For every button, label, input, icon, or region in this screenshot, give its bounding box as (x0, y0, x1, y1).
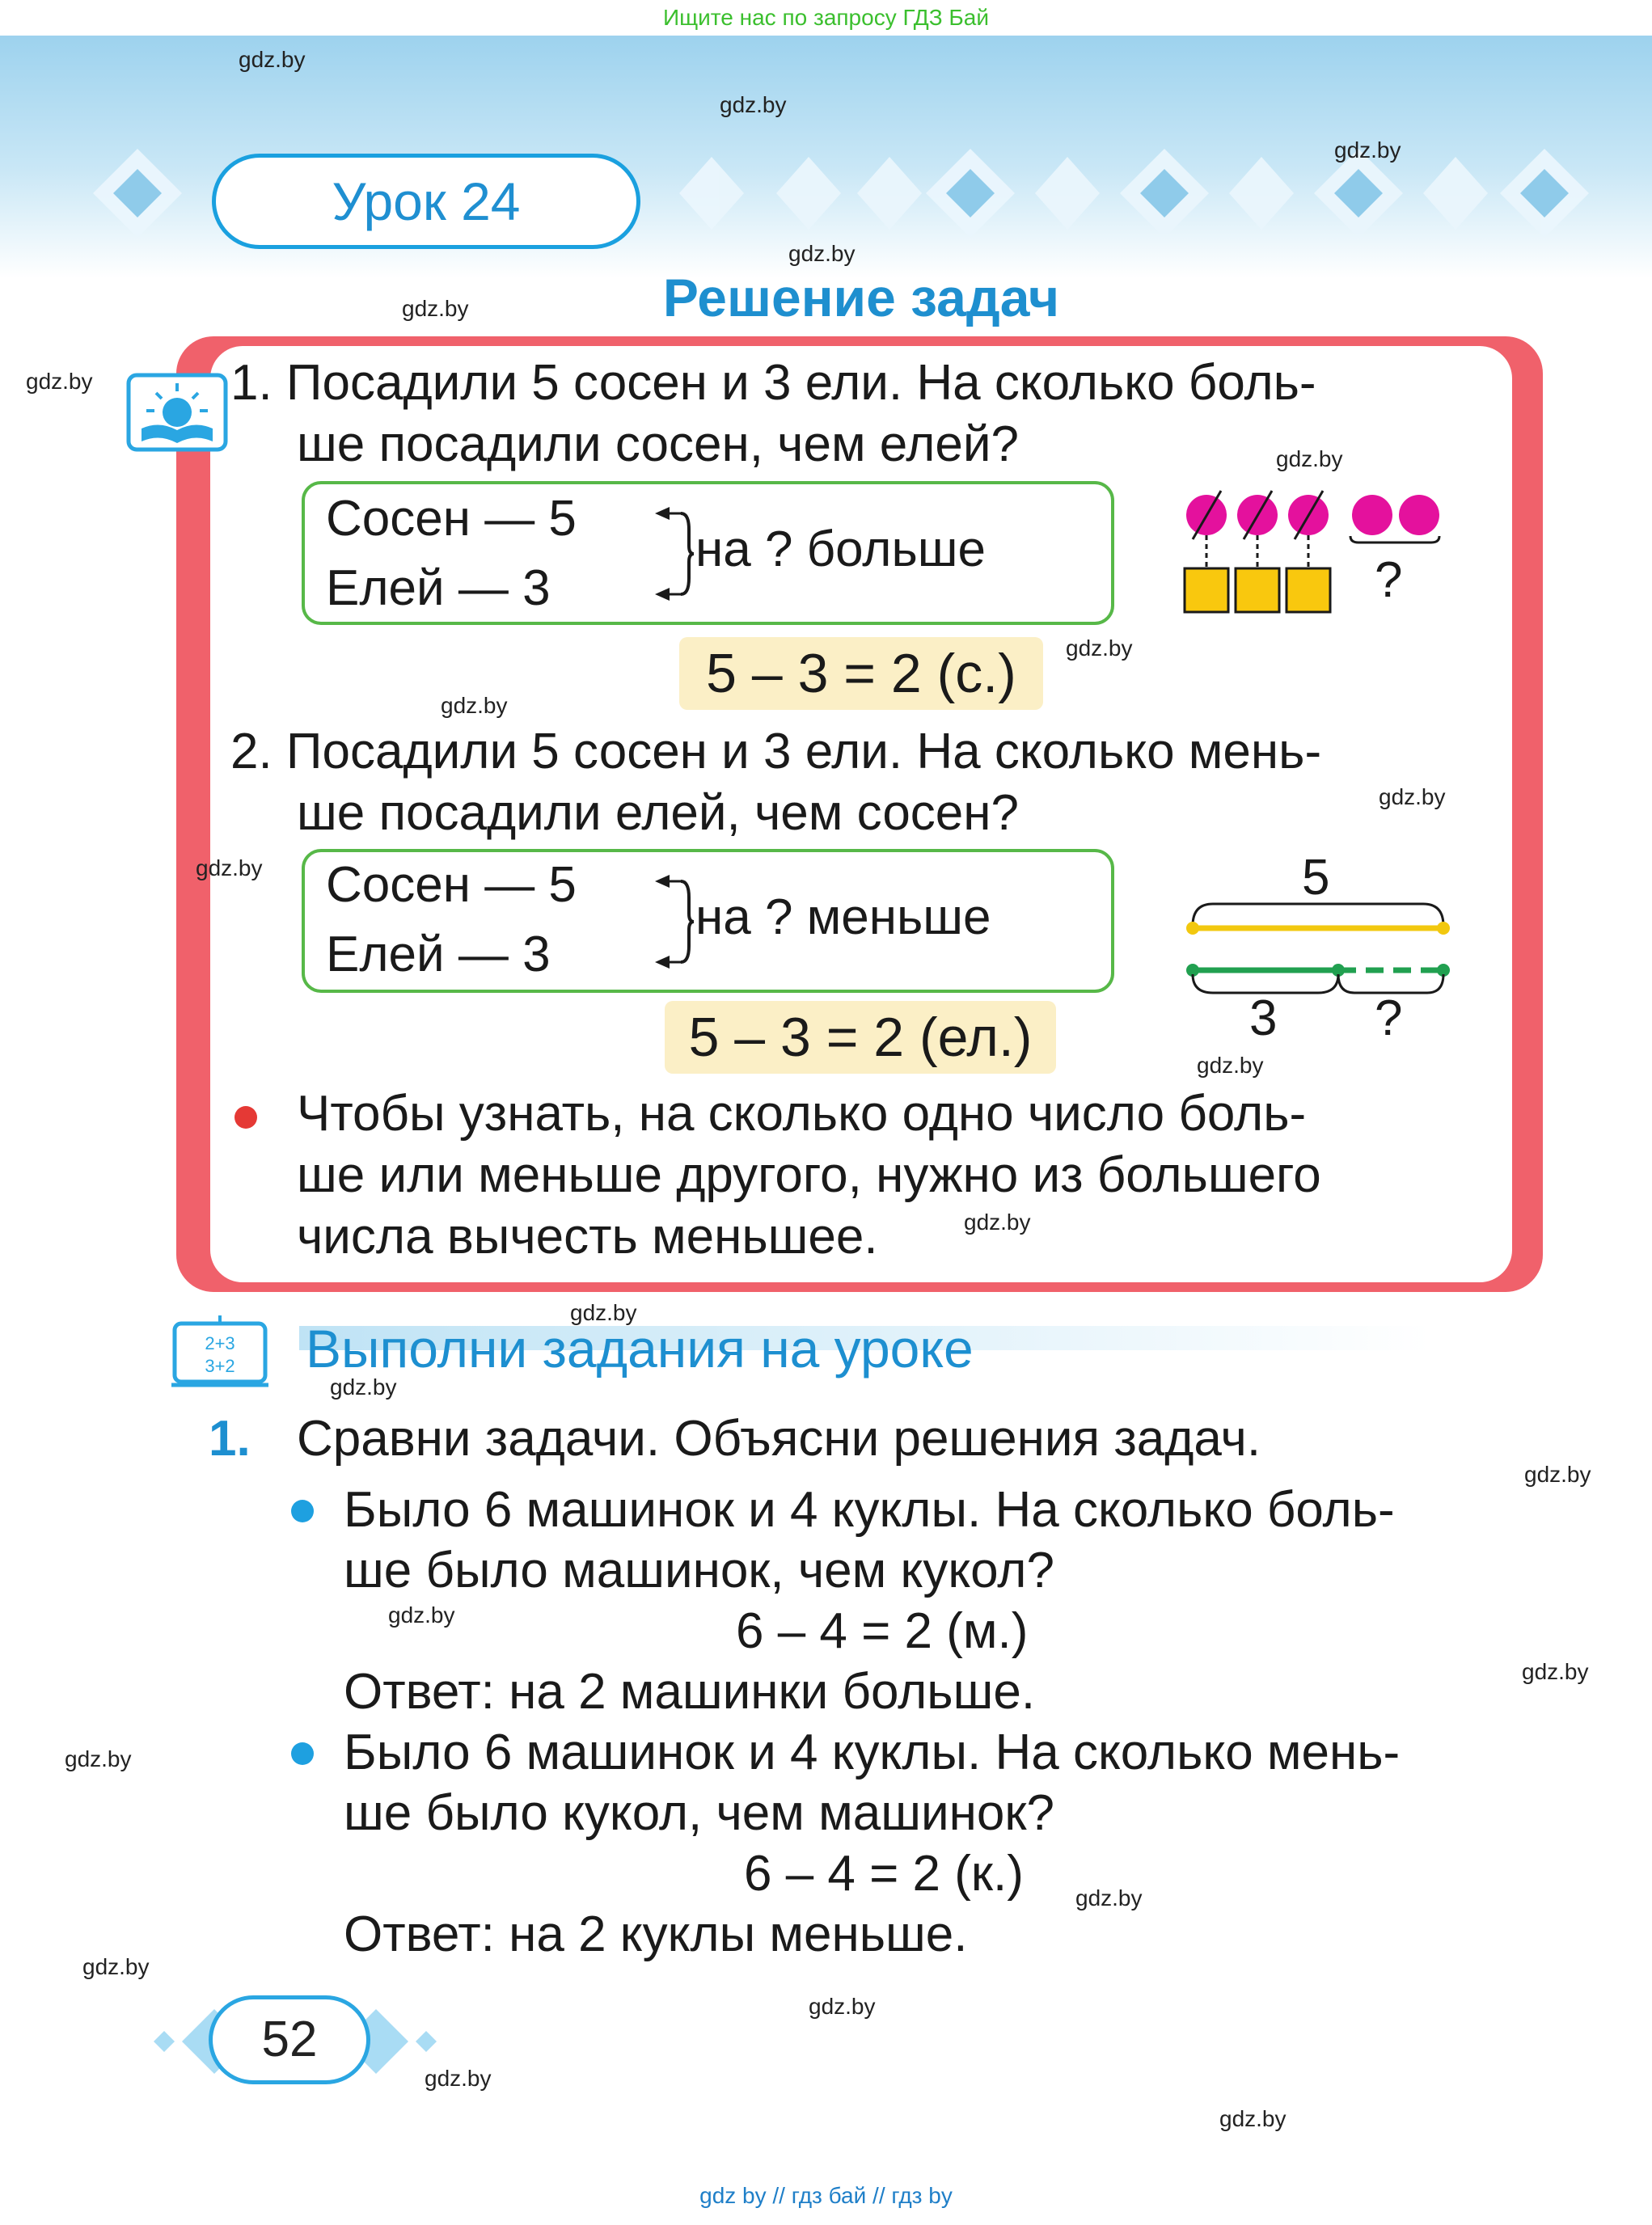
watermark: gdz.by (1197, 1053, 1264, 1078)
task1-text-line1: 1. Посадили 5 сосен и 3 ели. На сколько боль- (230, 355, 1316, 411)
bullet-b (291, 1742, 314, 1765)
book-sun-icon (125, 372, 229, 453)
watermark: gdz.by (425, 2066, 492, 2091)
exercise-b-line2: ше было кукол, чем машинок? (344, 1785, 1054, 1841)
lesson-label: Урок 24 (212, 154, 640, 249)
task1-diagram-question: ? (1375, 552, 1403, 608)
blackboard-icon (171, 1314, 268, 1388)
icon-text-1: 2+3 (205, 1333, 235, 1353)
watermark: gdz.by (1276, 446, 1343, 471)
watermark: gdz.by (388, 1602, 455, 1628)
exercise-a-answer: Ответ: на 2 машинки больше. (344, 1664, 1036, 1720)
task1-brace-arrows (647, 505, 695, 602)
watermark: gdz.by (1066, 635, 1133, 661)
watermark: gdz.by (330, 1374, 397, 1400)
rule-bullet (234, 1106, 257, 1129)
watermark: gdz.by (239, 47, 306, 72)
segment-top-label: 5 (1302, 850, 1330, 906)
task2-text-line2: ше посадили елей, чем сосен? (297, 785, 1020, 841)
task2-brace-arrows (647, 873, 695, 970)
task1-text-line2: ше посадили сосен, чем елей? (297, 416, 1020, 472)
task1-question: на ? больше (695, 521, 986, 577)
watermark: gdz.by (964, 1210, 1031, 1235)
rule-line3: числа вычесть меньшее. (297, 1209, 878, 1264)
section-title: Выполни задания на уроке (306, 1319, 974, 1378)
watermark: gdz.by (196, 855, 263, 880)
top-banner[interactable]: Ищите нас по запросу ГДЗ Бай (0, 0, 1652, 36)
exercise-a-line2: ше было машинок, чем кукол? (344, 1543, 1054, 1598)
task1-condition-1: Сосен — 5 (326, 491, 577, 547)
watermark: gdz.by (1075, 1885, 1143, 1910)
segment-right-label: ? (1375, 990, 1403, 1046)
task2-condition-2: Елей — 3 (326, 927, 551, 982)
task2-solution: 5 – 3 = 2 (ел.) (665, 1001, 1056, 1074)
task2-segment-diagram (1181, 897, 1456, 994)
watermark: gdz.by (402, 296, 469, 321)
exercise-number: 1. (209, 1411, 251, 1467)
page-number: 52 (209, 1995, 370, 2084)
watermark: gdz.by (1379, 784, 1446, 809)
icon-text-2: 3+2 (205, 1356, 235, 1376)
exercise-b-answer: Ответ: на 2 куклы меньше. (344, 1906, 968, 1962)
task2-text-line1: 2. Посадили 5 сосен и 3 ели. На сколько мень- (230, 724, 1322, 779)
task1-comparison-diagram (1177, 481, 1451, 627)
watermark: gdz.by (65, 1746, 132, 1771)
footer-links[interactable]: gdz by // гдз бай // гдз by (699, 2183, 953, 2208)
rule-line1: Чтобы узнать, на сколько одно число боль- (297, 1086, 1307, 1142)
exercise-text: Сравни задачи. Объясни решения задач. (297, 1411, 1261, 1467)
rule-line2: ше или меньше другого, нужно из большего (297, 1147, 1321, 1203)
exercise-a-equation: 6 – 4 = 2 (м.) (736, 1603, 1029, 1659)
exercise-b-line1: Было 6 машинок и 4 куклы. На сколько мень- (344, 1725, 1401, 1780)
task1-condition-2: Елей — 3 (326, 560, 551, 616)
watermark: gdz.by (1334, 137, 1401, 163)
exercise-a-line1: Было 6 машинок и 4 куклы. На сколько боль- (344, 1482, 1395, 1538)
watermark: gdz.by (788, 241, 856, 266)
watermark: gdz.by (1524, 1462, 1591, 1487)
task2-condition-1: Сосен — 5 (326, 857, 577, 913)
watermark: gdz.by (1522, 1659, 1589, 1684)
watermark: gdz.by (1219, 2106, 1287, 2131)
task2-question: на ? меньше (695, 889, 991, 945)
watermark: gdz.by (720, 92, 787, 117)
watermark: gdz.by (26, 369, 93, 394)
exercise-b-equation: 6 – 4 = 2 (к.) (744, 1846, 1024, 1902)
watermark: gdz.by (82, 1954, 150, 1979)
watermark: gdz.by (441, 693, 508, 718)
task1-solution: 5 – 3 = 2 (с.) (679, 637, 1043, 710)
page-title: Решение задач (662, 268, 1060, 327)
watermark: gdz.by (809, 1994, 876, 2019)
watermark: gdz.by (570, 1300, 637, 1325)
bullet-a (291, 1500, 314, 1522)
segment-left-label: 3 (1249, 990, 1278, 1046)
